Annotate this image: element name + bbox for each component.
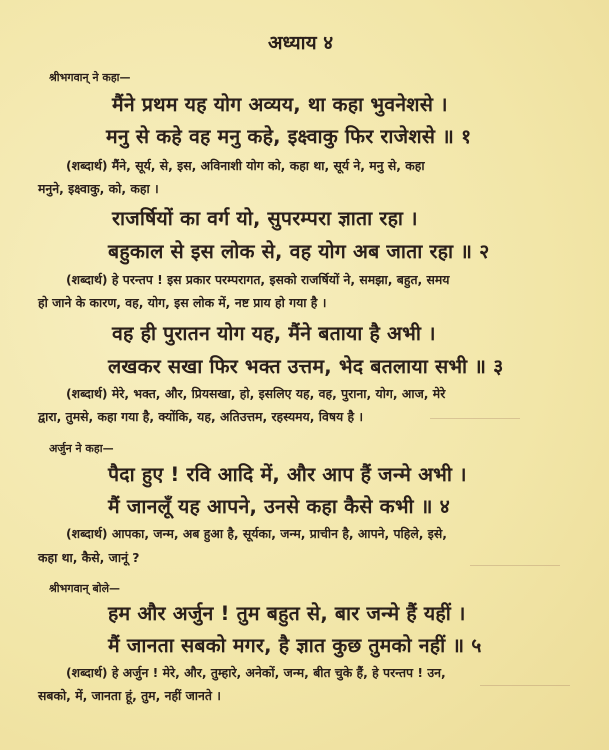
verse-line: हम और अर्जुन ! तुम बहुत से, बार जन्मे हैं यहीं । (108, 602, 466, 625)
gloss-line: (शब्दार्थ) आपका, जन्म, अब हुआ है, सूर्यका, जन्म, प्राचीन है, आपने, पहिले, इसे, (66, 526, 447, 541)
verse-line: मैंने प्रथम यह योग अव्यय, था कहा भुवनेशसे । (112, 93, 448, 116)
verse-line: लखकर सखा फिर भक्त उत्तम, भेद बतलाया सभी ॥ ३ (108, 355, 504, 378)
speaker-label: अर्जुन ने कहा— (49, 442, 114, 455)
gloss-line: (शब्दार्थ) हे अर्जुन ! मेरे, और, तुम्हारे, अनेकों, जन्म, बीत चुके हैं, हे परन्तप ! उन, (66, 665, 446, 680)
verse-line: मैं जानता सबको मगर, है ज्ञात कुछ तुमको नहीं ॥ ५ (108, 634, 482, 657)
bleed-through-mark (480, 685, 570, 696)
gloss-line: (शब्दार्थ) मैंने, सूर्य, से, इस, अविनाशी योग को, कहा था, सूर्य ने, मनु से, कहा (66, 158, 425, 173)
gloss-line: सबको, में, जानता हूं, तुम, नहीं जानते । (38, 688, 221, 703)
speaker-label: श्रीभगवान् ने कहा— (49, 71, 131, 84)
gloss-line: द्वारा, तुमसे, कहा गया है, क्योंकि, यह, अतिउत्तम, रहस्यमय, विषय है । (38, 409, 364, 424)
verse-line: राजर्षियों का वर्ग यो, सुपरम्परा ज्ञाता रहा । (112, 207, 418, 230)
gloss-line: (शब्दार्थ) हे परन्तप ! इस प्रकार परम्परागत, इसको राजर्षियों ने, समझा, बहुत, समय (66, 272, 450, 287)
bleed-through-mark (430, 418, 520, 429)
verse-line: वह ही पुरातन योग यह, मैंने बताया है अभी । (112, 322, 436, 345)
verse-line: पैदा हुए ! रवि आदि में, और आप हैं जन्मे अभी । (108, 463, 467, 486)
gloss-line: मनुने, इक्ष्वाकु, को, कहा । (38, 181, 159, 196)
speaker-label: श्रीभगवान् बोले— (49, 582, 121, 595)
verse-line: मनु से कहे वह मनु कहे, इक्ष्वाकु फिर राजेशसे ॥ १ (106, 125, 472, 148)
verse-line: मैं जानलूँ यह आपने, उनसे कहा कैसे कभी ॥ ४ (108, 495, 451, 518)
gloss-line: कहा था, कैसे, जानूं ? (38, 550, 140, 565)
chapter-title: अध्याय ४ (268, 32, 334, 54)
bleed-through-mark (470, 565, 560, 576)
gloss-line: (शब्दार्थ) मेरे, भक्त, और, प्रियसखा, हो, इसलिए यह, वह, पुराना, योग, आज, मेरे (66, 386, 446, 401)
gloss-line: हो जाने के कारण, वह, योग, इस लोक में, नष्ट प्राय हो गया है । (38, 295, 327, 310)
verse-line: बहुकाल से इस लोक से, वह योग अब जाता रहा ॥ २ (108, 240, 490, 263)
